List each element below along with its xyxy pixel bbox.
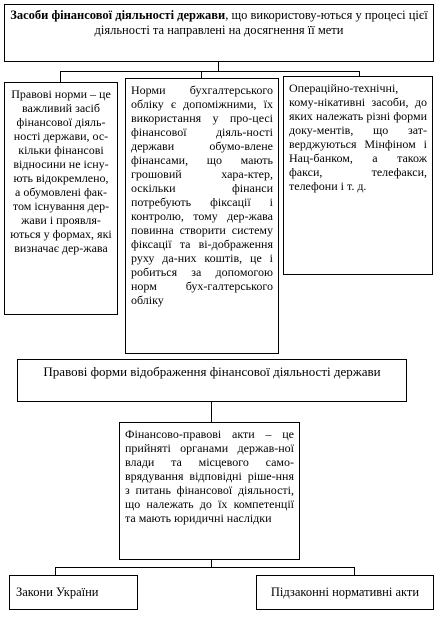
financial-legal-acts-text: Фінансово-правові акти – це прийняті органами держав-ної влади та місцевого само-врядування відповідні ріше-ння з питань фінансової діяльності, що належать до їх компетенції та мають юридичні наслідки — [125, 427, 294, 525]
legal-norms-text: Правові норми – це важливий засіб фінансової діяль-ності держави, ос-кільки фінансові відносини не існу-ють відокремлено, а обумовлені фак-том існування дер-жави і проявля-ються у формах, які визначає дер-жава — [10, 87, 112, 255]
financial-means-box — [4, 4, 434, 62]
laws-text: Закони України — [16, 585, 99, 599]
accounting-norms-text: Норми бухгалтерського обліку є допоміжними, їх використання у про-цесі фінансової діяль-ності держави обумо-влене фінансами, що мають грошовий хара-ктер, оскільки фінанси потребують фіксації і контролю, тому дер-жава повинна створити систему фіксації та ві-дображення руху да-них коштів, це і робиться за допомогою норм бух-галтерського обліку — [131, 83, 273, 307]
connector-to-center-box — [201, 71, 202, 78]
connector-fin-to-bottom — [211, 560, 212, 568]
financial-means-description: , що використову-ються у процесі цієї діяльності та направлені на досягнення її мети — [94, 8, 428, 37]
bylaws-text: Підзаконні нормативні акти — [270, 585, 420, 599]
laws-box — [9, 575, 138, 610]
legal-forms-box — [17, 359, 407, 402]
legal-forms-text: Правові форми відображення фінансової діяльності держави — [43, 364, 381, 379]
connector-to-laws — [55, 567, 56, 575]
connector-to-bylaws — [354, 567, 355, 575]
financial-legal-acts-box — [119, 422, 300, 560]
technical-means-text: Операційно-технічні, кому-нікативні засоби, до яких належать різні форми доку-ментів, що зат-верджуються Мінфіном і Нац-банком, а також факси, телефакси, телефони і т. д. — [289, 81, 427, 193]
connector-to-left-box — [60, 71, 61, 82]
legal-norms-box — [4, 82, 118, 315]
connector-mid-to-fin — [211, 402, 212, 422]
connector-bottom-horizontal — [55, 567, 355, 568]
connector-branch-horizontal — [60, 71, 360, 72]
technical-means-box — [283, 76, 433, 275]
financial-means-title: Засоби фінансової діяльності держави — [10, 8, 226, 22]
bylaws-box — [256, 575, 434, 610]
accounting-norms-box — [125, 78, 279, 354]
